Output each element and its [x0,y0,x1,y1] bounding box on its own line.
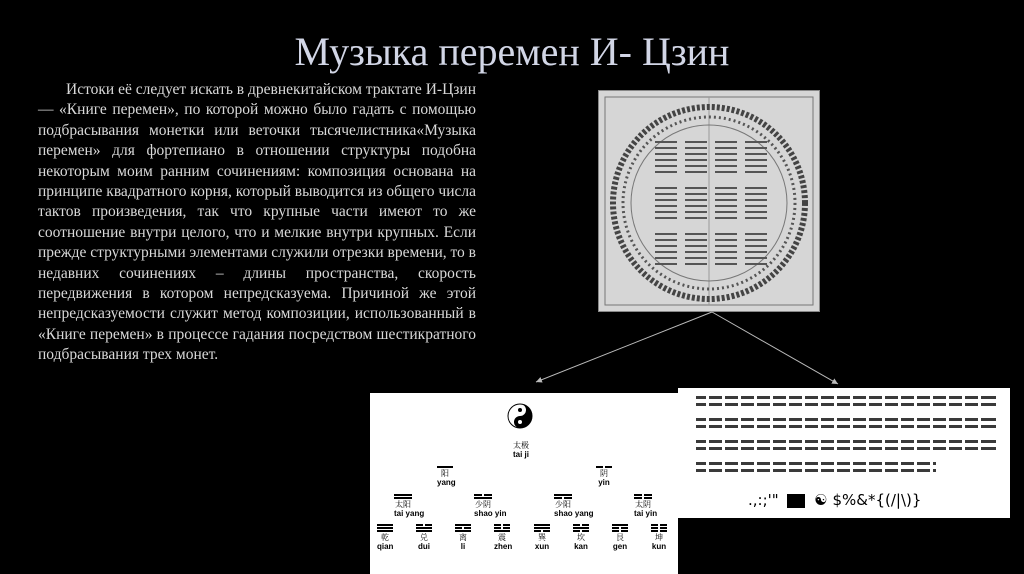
node-shao-yin: 少阴 shao yin [474,493,492,518]
node-yin: 阴 yin [596,465,612,487]
hexagram-glyph-grid [696,394,996,478]
arrow-right-icon [712,312,838,384]
hexagram-glyph-panel [678,388,1010,518]
node-zhen: 震 zhen [494,523,510,551]
symbol-row: .,:;'" ☯ $%&*{(/|\)} [748,491,922,509]
node-tai-yin: 太阴 tai yin [634,493,652,518]
hexagram-icon [596,466,612,468]
trigram-tree-diagram [370,393,678,574]
node-shao-yang: 少阳 shao yang [554,493,572,518]
node-dui: 兑 dui [416,523,432,551]
node-qian: 乾 qian [377,523,393,551]
node-kan: 坎 kan [573,523,589,551]
yin-yang-icon: ☯ [814,491,828,509]
node-xun: 巽 xun [534,523,550,551]
hexagram-icon [437,466,453,468]
body-paragraph: Истоки её следует искать в древнекитайском трактате И-Цзин — «Книге перемен», по которой можно было гадать с помощью подбрасывания монетки или веточки тысячелистника«Музыка перемен» для фортепиано в отношении структуры подобна некоторым моим ранним сочинениям: композиция основана на принципе квадратного корня, который выводится из общего числа тактов произведения, так что крупные части имеют то же соотношение внутри целого, что и мелкие внутри крупных. Если прежде структурными элементами служили отрезки времени, то в недавних сочинениях – длины пространства, скорость передвижения в котором непредсказуема. Причиной же этой непредсказуемости служит метод композиции, использованный в «Книге перемен» в процессе гадания посредством шестикратного подбрасывания трех монет. [38,81,476,364]
node-li: 离 li [455,523,471,551]
yin-yang-icon [507,403,533,429]
node-gen: 艮 gen [612,523,628,551]
hexagram-icon [787,494,805,508]
node-kun: 坤 kun [651,523,667,551]
node-yang: 阳 yang [437,465,453,487]
arrow-left-icon [536,312,712,382]
slide-title: Музыка перемен И- Цзин [294,29,730,74]
node-tai-yang: 太阳 tai yang [394,493,412,518]
node-tai-ji: 太极 tai ji [512,441,530,459]
